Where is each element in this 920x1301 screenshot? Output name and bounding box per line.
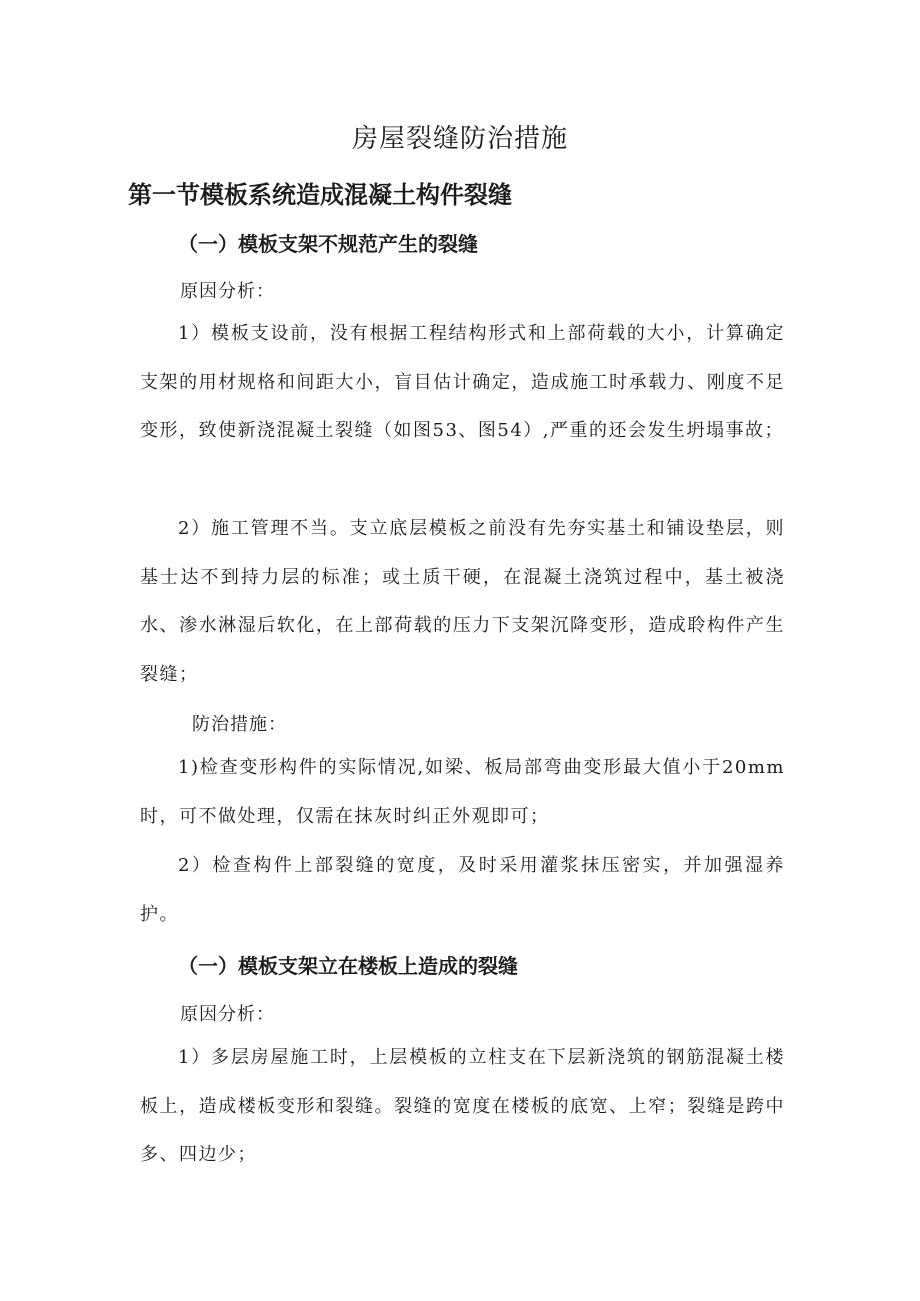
cause-label-1: 原因分析： (180, 281, 275, 302)
document-title: 房屋裂缝防治措施 (351, 124, 568, 154)
cause-item-2-1: 1）多层房屋施工时，上层模板的立柱支在下层新浇筑的钢筋混凝土楼板上，造成楼板变形和裂缝。裂缝的宽度在楼板的底宽、上窄；裂缝是跨中多、四边少； (140, 1047, 785, 1165)
prevention-item-2: 2）检查构件上部裂缝的宽度，及时采用灌浆抹压密实，并加强湿养护。 (140, 855, 785, 925)
subsection-2-heading: （一）模板支架立在楼板上造成的裂缝 (178, 954, 518, 978)
subsection-1-heading: （一）模板支架不规范产生的裂缝 (178, 232, 478, 256)
prevention-label: 防治措施： (192, 714, 287, 735)
cause-item-1-1: 1）模板支设前，没有根据工程结构形式和上部荷载的大小，计算确定支架的用材规格和间距大小，盲目估计确定，造成施工时承载力、刚度不足变形，致使新浇混凝土裂缝（如图53、图54）,严重的还会发生坍塌事故； (140, 323, 785, 441)
prevention-item-1: 1)检查变形构件的实际情况,如梁、板局部弯曲变形最大值小于20mm时，可不做处理，仅需在抹灰时纠正外观即可； (140, 757, 785, 827)
section-title: 第一节模板系统造成混凝土构件裂缝 (128, 181, 512, 209)
cause-item-1-2: 2）施工管理不当。支立底层模板之前没有先夯实基土和铺设垫层，则基士达不到持力层的标准；或土质干硬，在混凝土浇筑过程中，基土被浇水、渗水淋湿后软化，在上部荷载的压力下支架沉降变形，造成聆构件产生裂缝； (140, 518, 785, 685)
cause-label-2: 原因分析： (180, 1004, 275, 1025)
